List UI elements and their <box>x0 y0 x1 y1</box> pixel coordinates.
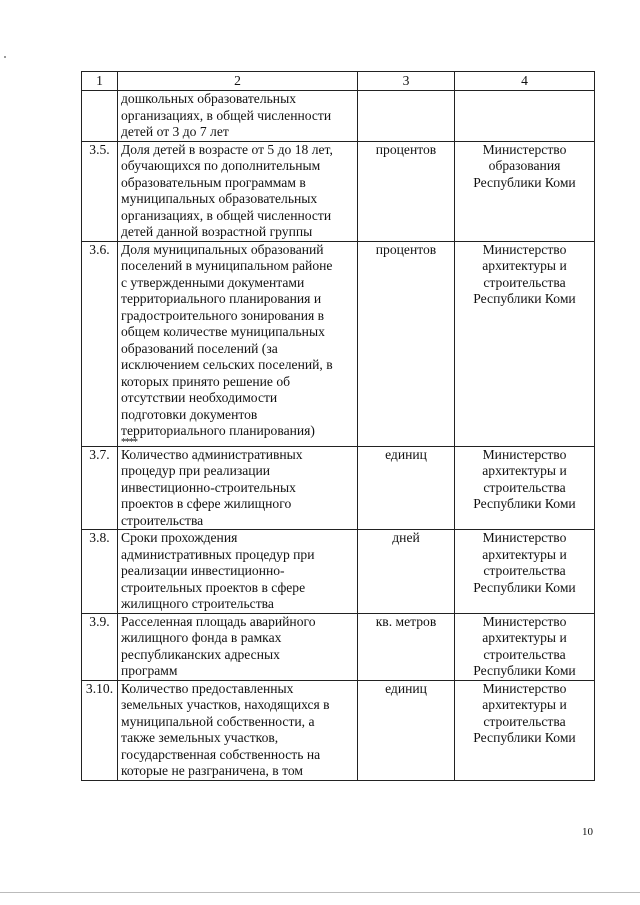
ministry-line: Республики Коми <box>473 291 576 306</box>
indicator-line: дошкольных образовательных <box>121 91 297 106</box>
ministry-line: Министерство <box>482 141 567 157</box>
row-number: 3.7. <box>82 446 118 530</box>
ministry-line: архитектуры и <box>482 463 567 478</box>
indicator-line: Доля муниципальных образований <box>121 241 324 257</box>
ministry-line: архитектуры и <box>482 697 567 712</box>
header-col-2: 2 <box>118 72 358 91</box>
indicator-line: также земельных участков, <box>121 730 279 745</box>
indicator-line: обучающихся по дополнительным <box>121 158 321 173</box>
header-col-4: 4 <box>455 72 595 91</box>
indicator-name <box>118 446 358 530</box>
responsible-ministry <box>455 613 595 680</box>
ministry-line: строительства <box>483 479 566 495</box>
indicator-line: Количество предоставленных <box>121 680 294 696</box>
unit-of-measure: процентов <box>358 241 455 446</box>
row-number: 3.10. <box>82 680 118 780</box>
indicator-name <box>118 680 358 780</box>
ministry-line: архитектуры и <box>482 258 567 273</box>
table-row <box>82 613 595 680</box>
page-number: 10 <box>582 826 593 838</box>
indicator-line: строительства <box>121 512 204 528</box>
indicator-line: образований поселений (за <box>121 340 278 356</box>
ministry-line: строительства <box>483 563 566 578</box>
indicator-line: инвестиционно-строительных <box>121 479 296 495</box>
ministry-line: Республики Коми <box>473 663 576 678</box>
indicator-line: земельных участков, находящихся в <box>121 697 330 712</box>
indicator-line: Сроки прохождения <box>121 530 238 545</box>
indicator-line: муниципальных образовательных <box>121 191 318 206</box>
indicators-table <box>81 71 595 781</box>
indicator-line: которых принято решение об <box>121 373 291 389</box>
table-header-row <box>82 72 595 91</box>
indicator-line: отсутствии необходимости <box>121 390 278 405</box>
ministry-line: Министерство <box>482 680 567 696</box>
ministry-line: Республики Коми <box>473 174 576 190</box>
responsible-ministry <box>455 141 595 241</box>
table-row <box>82 680 595 780</box>
scan-artifact <box>4 56 6 58</box>
indicator-line: Доля детей в возрасте от 5 до 18 лет, <box>121 141 333 157</box>
row-number: 3.8. <box>82 530 118 614</box>
indicator-line: которые не разграничена, в том <box>121 763 304 778</box>
indicator-line: подготовки документов <box>121 406 258 422</box>
table-row <box>82 530 595 614</box>
ministry-line: Министерство <box>482 241 567 257</box>
ministry-line: Министерство <box>482 530 567 545</box>
indicator-line: образовательным программам в <box>121 174 306 190</box>
unit-of-measure: процентов <box>358 141 455 241</box>
ministry-line: архитектуры и <box>482 630 567 645</box>
indicator-line: республиканских адресных <box>121 646 280 662</box>
indicator-line: Количество административных <box>121 446 303 462</box>
responsible-ministry <box>455 91 595 142</box>
indicator-name <box>118 91 358 142</box>
indicator-name <box>118 530 358 614</box>
indicator-name <box>118 613 358 680</box>
unit-of-measure <box>358 91 455 142</box>
indicator-line: с утвержденными документами <box>121 274 305 290</box>
indicator-line: Расселенная площадь аварийного <box>121 613 316 629</box>
indicator-line: жилищного строительства <box>121 596 274 611</box>
indicator-line: поселений в муниципальном районе <box>121 258 333 273</box>
row-number: 3.5. <box>82 141 118 241</box>
responsible-ministry <box>455 530 595 614</box>
ministry-line: строительства <box>483 274 566 290</box>
indicator-line: строительных проектов в сфере <box>121 579 306 595</box>
table-row <box>82 141 595 241</box>
indicator-line: детей от 3 до 7 лет <box>121 124 229 139</box>
responsible-ministry <box>455 241 595 446</box>
footnote-marker: **** <box>121 436 137 448</box>
row-number <box>82 91 118 142</box>
indicator-name <box>118 241 358 446</box>
ministry-line: Министерство <box>482 446 567 462</box>
unit-of-measure: единиц <box>358 446 455 530</box>
indicator-name <box>118 141 358 241</box>
ministry-line: строительства <box>483 646 566 662</box>
indicator-line: проектов в сфере жилищного <box>121 496 292 511</box>
table-row <box>82 446 595 530</box>
ministry-line: Республики Коми <box>473 579 576 595</box>
indicator-line: жилищного фонда в рамках <box>121 630 282 645</box>
indicator-line: общем количестве муниципальных <box>121 324 325 339</box>
unit-of-measure: дней <box>358 530 455 614</box>
table-row <box>82 91 595 142</box>
indicator-line: процедур при реализации <box>121 463 271 478</box>
indicator-line: территориального планирования) <box>121 423 315 438</box>
ministry-line: Республики Коми <box>473 496 576 511</box>
ministry-line: Министерство <box>482 613 567 629</box>
indicator-line: государственная собственность на <box>121 746 321 762</box>
ministry-line: образования <box>488 158 561 173</box>
indicator-line: исключением сельских поселений, в <box>121 357 333 372</box>
indicator-line: организациях, в общей численности <box>121 207 332 223</box>
indicator-line: программ <box>121 663 178 678</box>
indicator-line: градостроительного зонирования в <box>121 307 325 323</box>
indicator-line: административных процедур при <box>121 546 315 562</box>
indicator-line: организациях, в общей численности <box>121 107 332 123</box>
responsible-ministry <box>455 446 595 530</box>
table-row <box>82 241 595 446</box>
row-number: 3.9. <box>82 613 118 680</box>
row-number: 3.6. <box>82 241 118 446</box>
ministry-line: строительства <box>483 713 566 729</box>
responsible-ministry <box>455 680 595 780</box>
indicator-line: реализации инвестиционно- <box>121 563 285 578</box>
header-col-1: 1 <box>82 72 118 91</box>
unit-of-measure: кв. метров <box>358 613 455 680</box>
unit-of-measure: единиц <box>358 680 455 780</box>
indicator-line: детей данной возрастной группы <box>121 224 313 239</box>
indicator-line: территориального планирования и <box>121 291 322 306</box>
ministry-line: архитектуры и <box>482 546 567 562</box>
indicator-line: муниципальной собственности, а <box>121 713 315 729</box>
header-col-3: 3 <box>358 72 455 91</box>
page-bottom-border <box>0 892 640 893</box>
ministry-line: Республики Коми <box>473 730 576 745</box>
